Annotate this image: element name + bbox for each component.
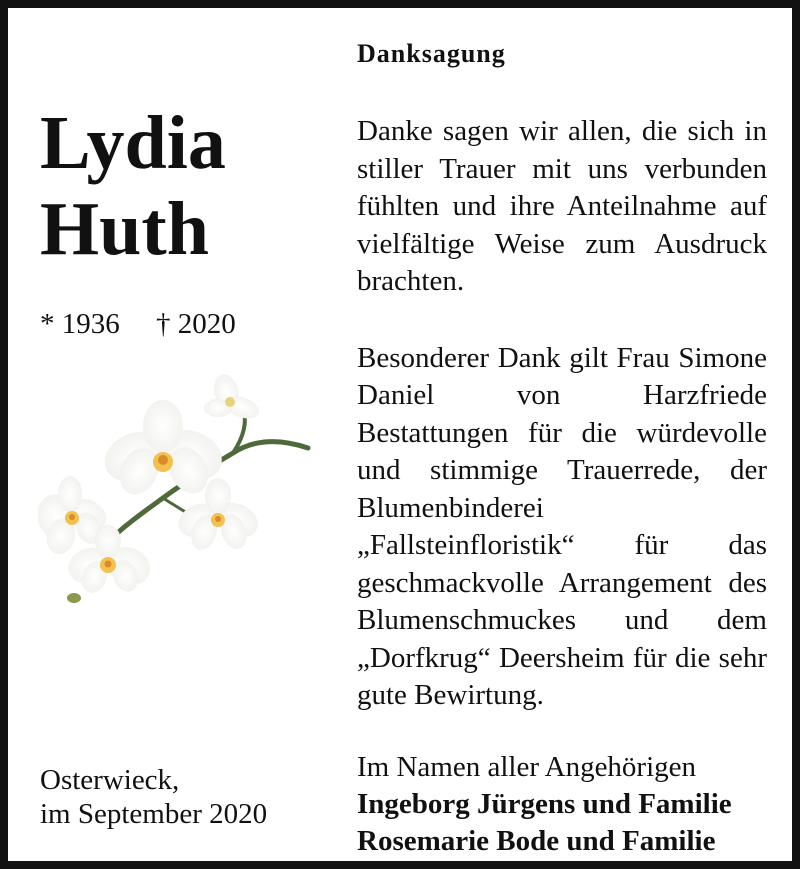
life-dates: * 1936 † 2020 <box>40 308 236 340</box>
signature-block <box>357 749 767 860</box>
place-line-2: im September 2020 <box>40 798 268 830</box>
signature-family-2: Rosemarie Bode und Familie <box>357 824 716 857</box>
first-name: Lydia <box>40 101 226 185</box>
place-line-1: Osterwieck, <box>40 764 180 796</box>
signature-intro: Im Namen aller Angehörigen <box>357 750 697 783</box>
deceased-name <box>40 100 226 272</box>
thanks-column <box>357 38 767 860</box>
last-name: Huth <box>40 187 209 271</box>
place-and-date <box>40 763 267 831</box>
paragraph-2: Besonderer Dank gilt Frau Simone Daniel von Harzfriede Bestattungen für die würdevolle und stimmige Trauerrede, der Blumenbinderei „Fallsteinfloristik“ für das geschmackvolle Arrangement des Blumenschmuckes und dem „Dorfkrug“ Deersheim für die sehr gute Bewirtung. <box>357 341 767 711</box>
signature-family-1: Ingeborg Jürgens und Familie <box>357 787 732 820</box>
orchid-icon <box>38 368 318 608</box>
paragraph-1: Danke sagen wir allen, die sich in stiller Trauer mit uns verbunden fühlten und ihre Anteilnahme auf vielfältige Weise zum Ausdruck brachten. <box>357 115 767 297</box>
heading: Danksagung <box>357 39 506 68</box>
